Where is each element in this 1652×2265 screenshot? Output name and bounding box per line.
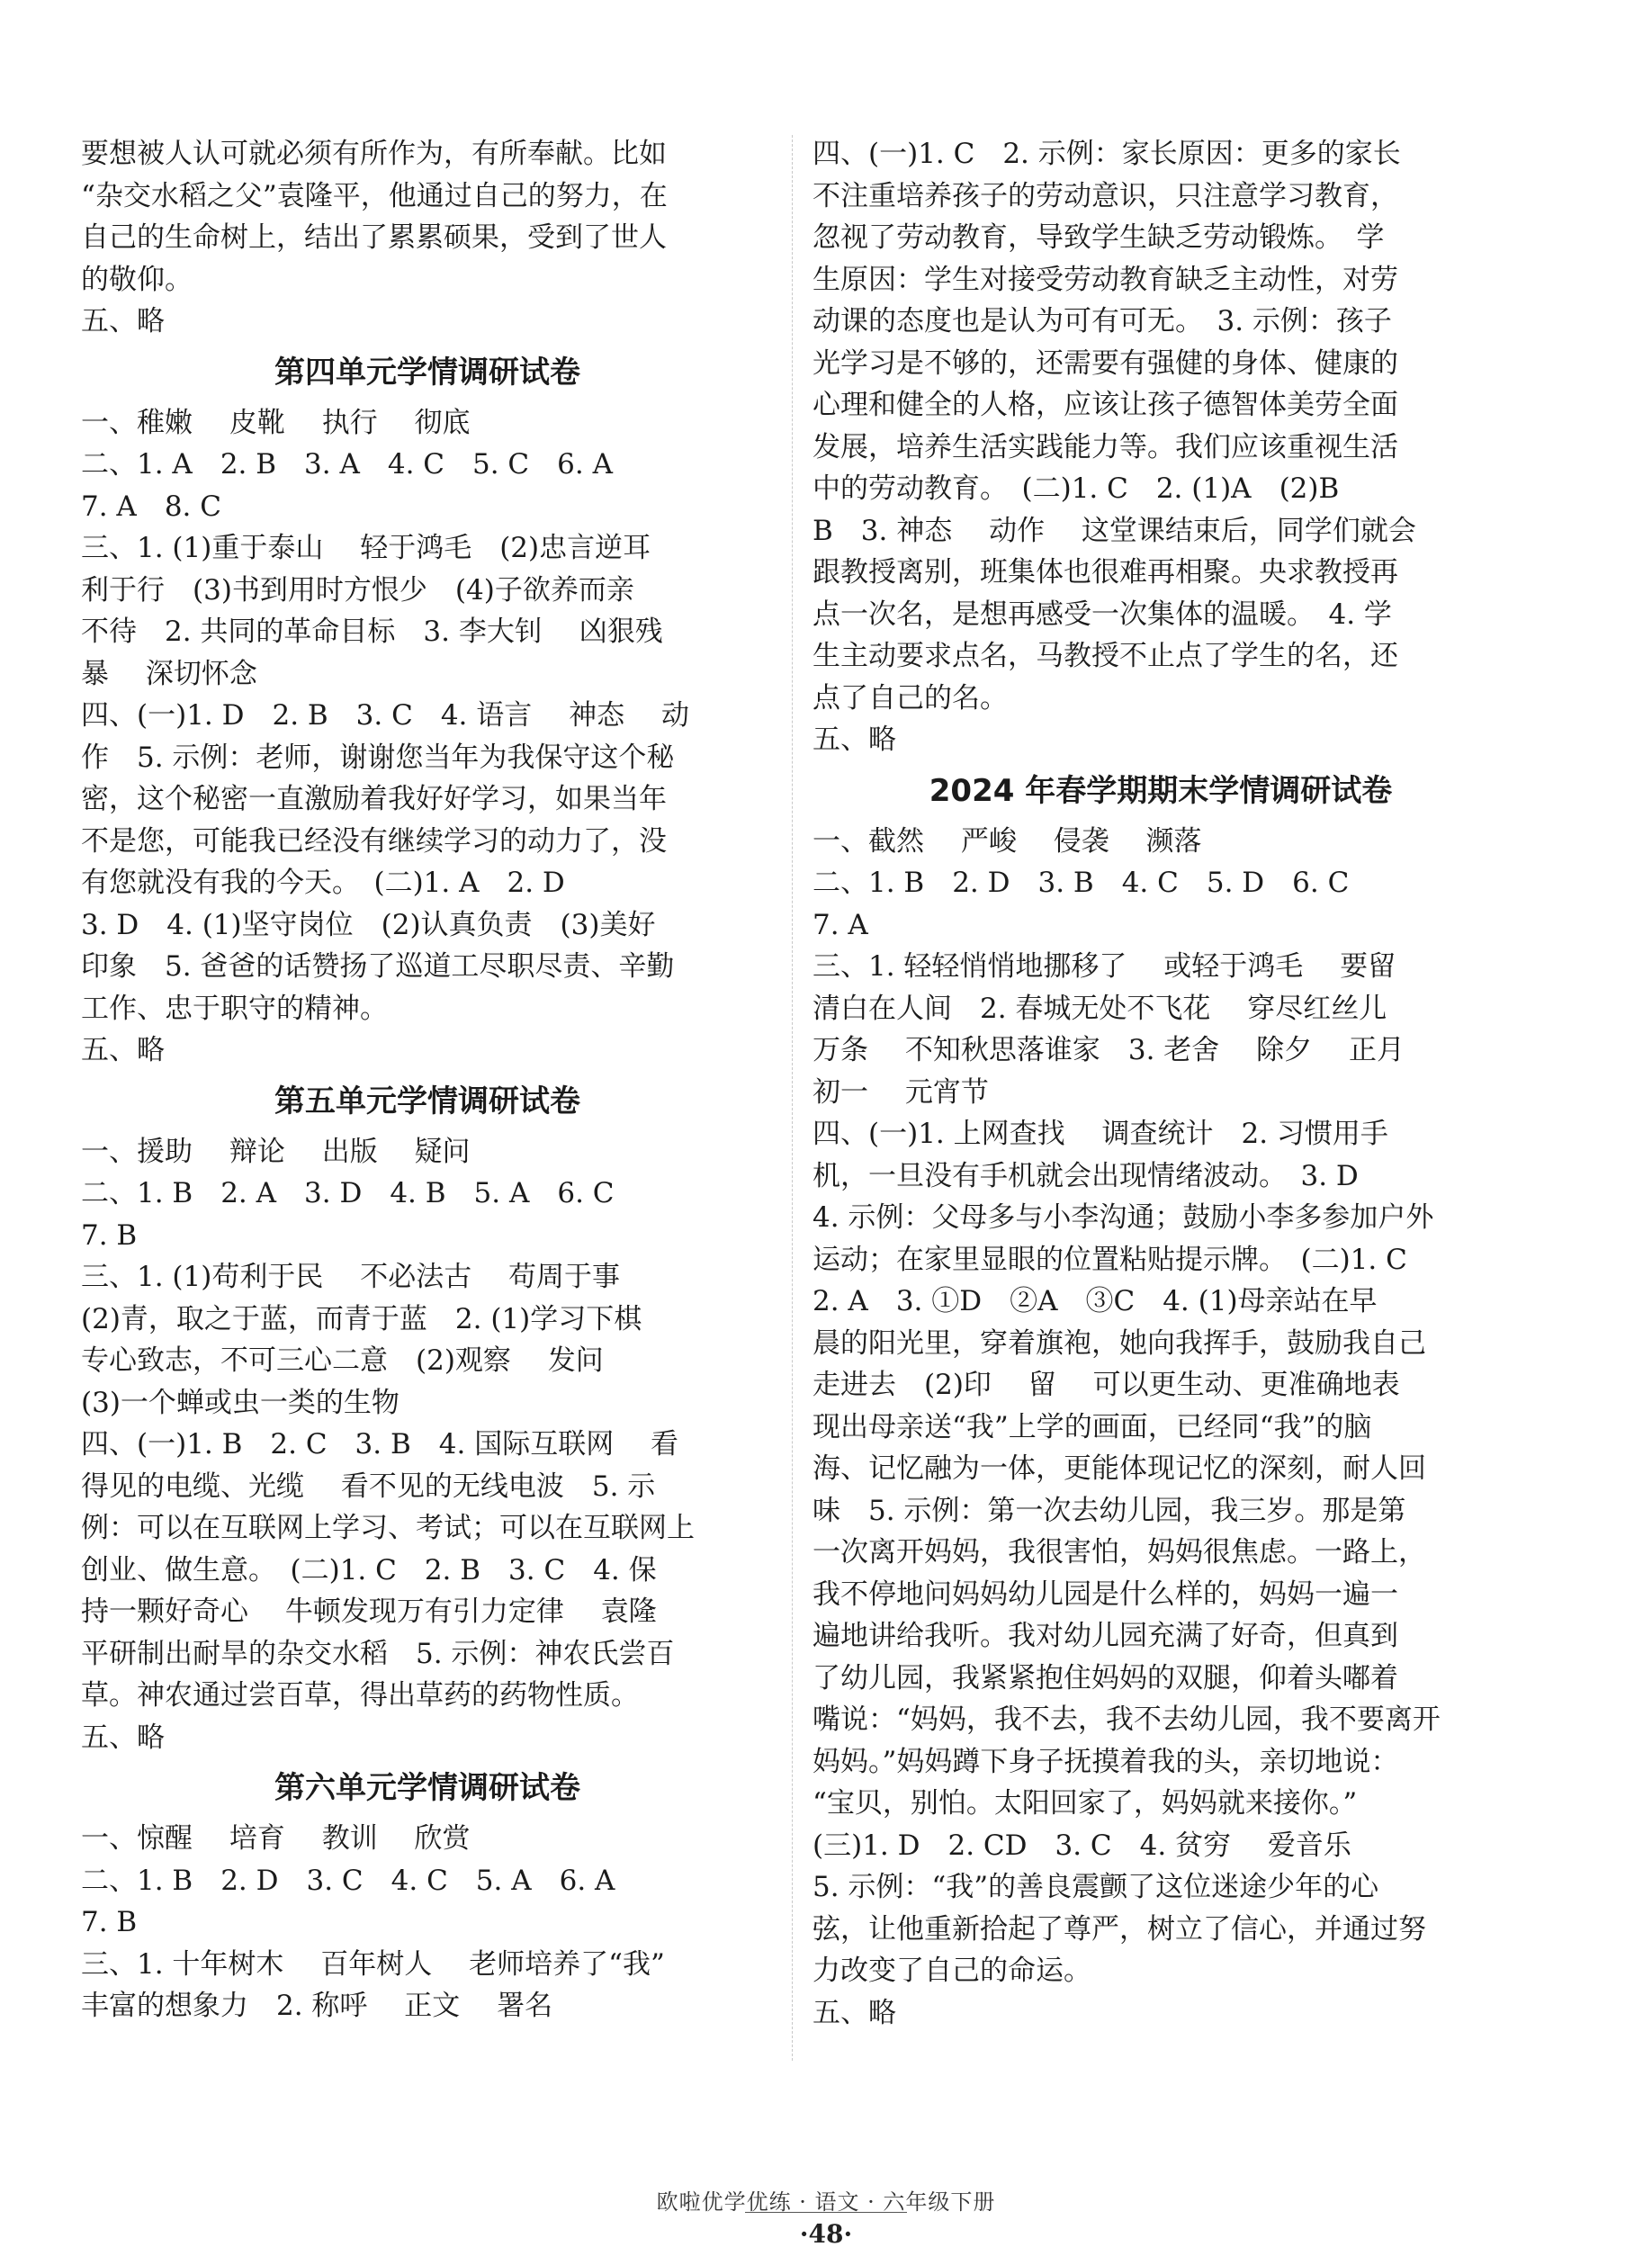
answer-line: 四、(一)1. C 2. 示例：家长原因：更多的家长 [813,138,1401,170]
answer-line: 利于行 (3)书到用时方恨少 (4)子欲养而亲 [81,573,634,607]
answer-line: 运动；在家里显眼的位置粘贴提示牌。 (二)1. C [813,1243,1407,1276]
answer-line: 忽视了劳动教育，导致学生缺乏劳动锻炼。 学 [813,221,1385,254]
answer-line: 味 5. 示例：第一次去幼儿园，我三岁。那是第 [813,1494,1406,1527]
answer-line: 四、(一)1. D 2. B 3. C 4. 语言 神态 动 [81,699,689,732]
answer-line: 5. 示例：“我”的善良震颤了这位迷途少年的心 [813,1871,1379,1903]
answer-line: 四、(一)1. 上网查找 调查统计 2. 习惯用手 [813,1118,1388,1150]
answer-line: 二、1. A 2. B 3. A 4. C 5. C 6. A [81,448,613,481]
answer-line: 现出母亲送“我”上学的画面，已经同“我”的脑 [813,1410,1372,1443]
answer-line: 清白在人间 2. 春城无处不飞花 穿尽红丝儿 [813,992,1387,1025]
answer-line: 持一颗好奇心 牛顿发现万有引力定律 袁隆 [81,1595,657,1628]
page-number: ·48· [799,2219,853,2249]
section-heading: 第六单元学情调研试卷 [274,1770,580,1806]
answer-line: 丰富的想象力 2. 称呼 正文 署名 [81,1990,553,2022]
answer-line: 五、略 [813,724,896,756]
answer-line: 不是您，可能我已经没有继续学习的动力了，没 [81,824,667,858]
answer-line: (三)1. D 2. CD 3. C 4. 贫穷 爱音乐 [813,1829,1351,1862]
answer-line: 初一 元宵节 [813,1075,989,1109]
answer-line: 了幼儿园，我紧紧抱住妈妈的双腿，仰着头嘟着 [813,1661,1398,1694]
answer-line: 三、1. 轻轻悄悄地挪移了 或轻于鸿毛 要留 [813,950,1396,983]
answer-line: 自己的生命树上，结出了累累硕果，受到了世人 [81,221,667,254]
answer-line: 五、略 [81,305,165,337]
answer-line: 得见的电缆、光缆 看不见的无线电波 5. 示 [81,1470,656,1503]
answer-line: 7. B [81,1218,138,1252]
answer-line: 生主动要求点名，马教授不止点了学生的名，还 [813,640,1398,672]
answer-line: 平研制出耐旱的杂交水稻 5. 示例：神农氏尝百 [81,1637,675,1670]
footer-title: 欧啦优学优练 · 语文 · 六年级下册 [656,2189,996,2215]
answer-line: 一次离开妈妈，我很害怕，妈妈很焦虑。一路上， [813,1536,1426,1568]
section-heading: 第四单元学情调研试卷 [274,354,580,391]
answer-line: 海、记忆融为一体，更能体现记忆的深刻，耐人回 [813,1452,1426,1485]
answer-line: 一、稚嫩 皮靴 执行 彻底 [81,406,471,439]
answer-line: 三、1. 十年树木 百年树人 老师培养了“我” [81,1947,665,1981]
answer-line: 四、(一)1. B 2. C 3. B 4. 国际互联网 看 [81,1428,679,1461]
answer-line: 妈妈。”妈妈蹲下身子抚摸着我的头，亲切地说： [813,1745,1399,1778]
answer-line: 动课的态度也是认为可有可无。 3. 示例：孩子 [813,305,1392,337]
section-heading: 第五单元学情调研试卷 [274,1083,580,1119]
answer-line: 2. A 3. ①D ②A ③C 4. (1)母亲站在早 [813,1285,1378,1317]
answer-line: “宝贝，别怕。太阳回家了，妈妈就来接你。” [813,1787,1358,1820]
answer-line: 点了自己的名。 [813,681,1008,715]
answer-line: 五、略 [81,1034,165,1066]
answer-line: 发展，培养生活实践能力等。我们应该重视生活 [813,430,1398,463]
answer-line: 密，这个秘密一直激励着我好好学习，如果当年 [81,783,667,815]
answer-line: 三、1. (1)苟利于民 不必法古 苟周于事 [81,1261,621,1293]
answer-line: 二、1. B 2. D 3. B 4. C 5. D 6. C [813,867,1350,899]
right-column [813,133,1509,2034]
answer-line: 印象 5. 爸爸的话赞扬了巡道工尽职尽责、辛勤 [81,950,675,983]
answer-line: 心理和健全的人格，应该让孩子德智体美劳全面 [813,389,1398,421]
answer-line: 例：可以在互联网上学习、考试；可以在互联网上 [81,1512,695,1544]
answer-line: 晨的阳光里，穿着旗袍，她向我挥手，鼓励我自己 [813,1326,1426,1360]
answer-line: 跟教授离别，班集体也很难再相聚。央求教授再 [813,556,1398,589]
answer-line: 3. D 4. (1)坚守岗位 (2)认真负责 (3)美好 [81,908,656,941]
answer-line: 一、援助 辩论 出版 疑问 [81,1135,471,1168]
answer-line: 7. A 8. C [81,490,221,523]
answer-line: 五、略 [81,1721,165,1754]
answer-line: 三、1. (1)重于泰山 轻于鸿毛 (2)忠言逆耳 [81,532,651,564]
answer-line: 走进去 (2)印 留 可以更生动、更准确地表 [813,1369,1400,1401]
answer-line: (3)一个蝉或虫一类的生物 [81,1386,400,1419]
answer-line: 4. 示例：父母多与小李沟通；鼓励小李多参加户外 [813,1201,1434,1234]
column-divider [792,135,793,2061]
answer-line: 有您就没有我的今天。 (二)1. A 2. D [81,867,565,899]
answer-line: 二、1. B 2. D 3. C 4. C 5. A 6. A [81,1864,615,1897]
answer-line: 生原因：学生对接受劳动教育缺乏主动性，对劳 [813,263,1398,296]
answer-line: 暴 深切怀念 [81,657,257,690]
answer-line: 五、略 [813,1996,896,2029]
answer-line: 二、1. B 2. A 3. D 4. B 5. A 6. C [81,1177,615,1209]
left-column [81,133,774,2027]
answer-line: 弦，让他重新拾起了尊严，树立了信心，并通过努 [813,1912,1426,1946]
answer-line: 点一次名，是想再感受一次集体的温暖。 4. 学 [813,598,1392,631]
answer-line: 万条 不知秋思落谁家 3. 老舍 除夕 正月 [813,1034,1405,1066]
answer-line: 草。神农通过尝百草，得出草药的药物性质。 [81,1679,639,1712]
answer-line: 一、惊醒 培育 教训 欣赏 [81,1822,471,1855]
footer-rule [745,2212,907,2213]
answer-line: 7. A [813,908,868,941]
answer-line: “杂交水稻之父”袁隆平，他通过自己的努力，在 [81,179,668,212]
answer-line: 不注重培养孩子的劳动意识，只注意学习教育， [813,179,1398,212]
answer-line: 嘴说：“妈妈，我不去，我不去幼儿园，我不要离开 [813,1703,1441,1736]
answer-line: 光学习是不够的，还需要有强健的身体、健康的 [813,346,1398,380]
answer-line: 我不停地问妈妈幼儿园是什么样的，妈妈一遍一 [813,1577,1398,1611]
answer-line: 遍地讲给我听。我对幼儿园充满了好奇，但真到 [813,1620,1398,1652]
answer-line: 机，一旦没有手机就会出现情绪波动。 3. D [813,1159,1359,1192]
answer-line: B 3. 神态 动作 这堂课结束后，同学们就会 [813,514,1416,547]
answer-line: 创业、做生意。 (二)1. C 2. B 3. C 4. 保 [81,1553,657,1586]
answer-line: 专心致志，不可三心二意 (2)观察 发问 [81,1344,604,1377]
answer-line: 一、截然 严峻 侵袭 濒落 [813,824,1202,858]
answer-line: 的敬仰。 [81,263,193,296]
section-heading: 2024 年春学期期末学情调研试卷 [929,772,1393,809]
answer-line: 7. B [81,1906,138,1938]
answer-line: (2)青，取之于蓝，而青于蓝 2. (1)学习下棋 [81,1302,642,1335]
answer-line: 力改变了自己的命运。 [813,1955,1091,1987]
answer-line: 要想被人认可就必须有所作为，有所奉献。比如 [81,138,667,170]
answer-line: 作 5. 示例：老师，谢谢您当年为我保守这个秘 [81,741,675,774]
answer-line: 不待 2. 共同的革命目标 3. 李大钊 凶狠残 [81,616,663,648]
answer-line: 中的劳动教育。 (二)1. C 2. (1)A (2)B [813,472,1340,505]
answer-line: 工作、忠于职守的精神。 [81,992,388,1025]
